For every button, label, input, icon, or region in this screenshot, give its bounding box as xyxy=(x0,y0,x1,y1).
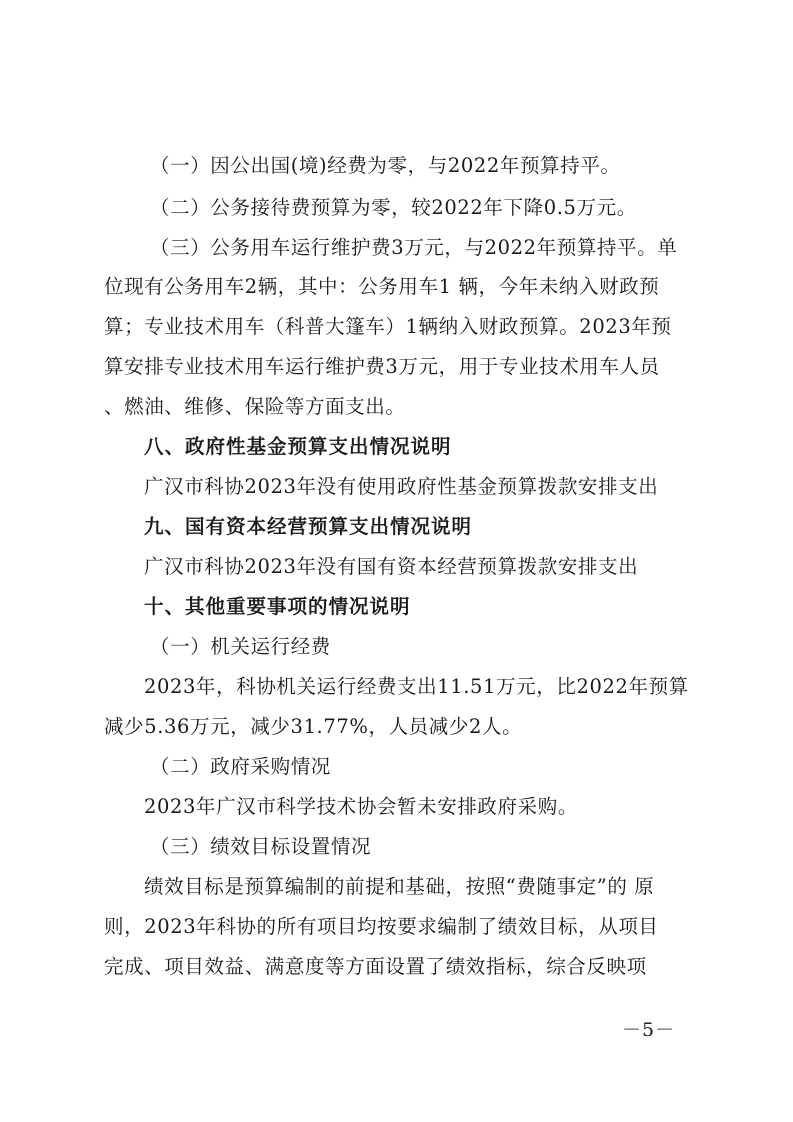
paragraph-line-7: 、燃油、维修、保险等方面支出。 xyxy=(104,395,406,418)
paragraph-line-11: 广汉市科协2023年没有国有资本经营预算拨款安排支出 xyxy=(144,555,639,578)
paragraph-line-2: （二）公务接待费预算为零，较2022年下降0.5万元。 xyxy=(150,196,637,219)
paragraph-line-20: 则，2023年科协的所有项目均按要求编制了绩效目标，从项目 xyxy=(104,915,659,938)
paragraph-line-1: （一）因公出国(境)经费为零，与2022年预算持平。 xyxy=(150,154,621,177)
paragraph-line-5: 算；专业技术用车（科普大篷车）1辆纳入财政预算。2023年预 xyxy=(104,315,672,338)
subheading-line-16: （二）政府采购情况 xyxy=(150,755,331,778)
paragraph-line-6: 算安排专业技术用车运行维护费3万元，用于专业技术用车人员 xyxy=(104,355,660,378)
paragraph-line-3: （三）公务用车运行维护费3万元，与2022年预算持平。单 xyxy=(150,236,678,259)
subheading-line-18: （三）绩效目标设置情况 xyxy=(150,835,372,858)
paragraph-line-21: 完成、项目效益、满意度等方面设置了绩效指标，综合反映项 xyxy=(104,955,647,978)
paragraph-line-9: 广汉市科协2023年没有使用政府性基金预算拨款安排支出 xyxy=(144,475,659,498)
paragraph-line-17: 2023年广汉市科学技术协会暂未安排政府采购。 xyxy=(144,795,578,818)
section-heading-8: 八、政府性基金预算支出情况说明 xyxy=(144,435,452,458)
paragraph-line-4: 位现有公务用车2辆，其中：公务用车1 辆，今年未纳入财政预 xyxy=(104,275,660,298)
section-heading-10: 十、其他重要事项的情况说明 xyxy=(144,595,411,618)
section-heading-9: 九、国有资本经营预算支出情况说明 xyxy=(144,515,473,538)
paragraph-line-15: 减少5.36万元，减少31.77%，人员减少2人。 xyxy=(104,715,523,738)
paragraph-line-14: 2023年，科协机关运行经费支出11.51万元，比2022年预算 xyxy=(144,675,689,698)
page-number: －5－ xyxy=(622,1019,676,1041)
paragraph-line-19: 绩效目标是预算编制的前提和基础，按照“费随事定”的 原 xyxy=(144,875,655,898)
subheading-line-13: （一）机关运行经费 xyxy=(150,635,331,658)
